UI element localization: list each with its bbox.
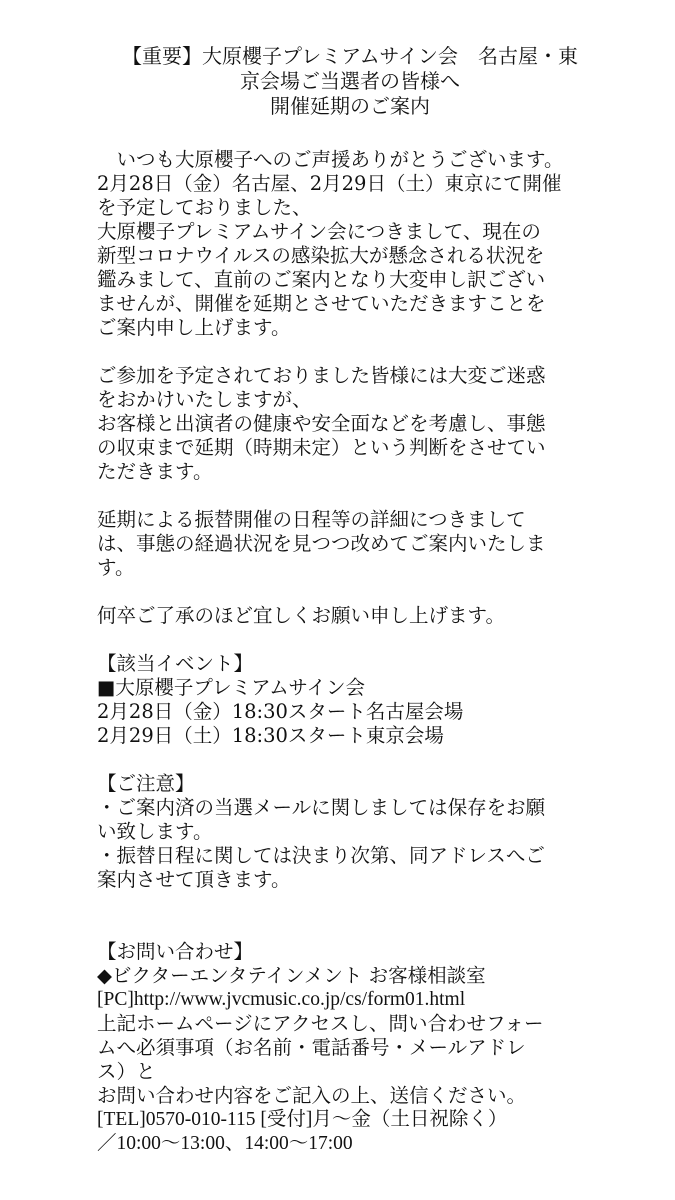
event-section <box>97 652 657 748</box>
reschedule-line: は、事態の経過状況を見つつ改めてご案内いたしま <box>97 532 546 555</box>
contact-section <box>97 940 657 1156</box>
reschedule-paragraph <box>97 508 657 580</box>
intro-paragraph <box>97 148 657 340</box>
event-heading: 【該当イベント】 <box>97 652 254 675</box>
intro-line: を予定しておりました、 <box>97 196 312 219</box>
intro-line: ませんが、開催を延期とさせていただきますことを <box>97 292 546 315</box>
intro-line: 2月28日（金）名古屋、2月29日（土）東京にて開催 <box>97 172 562 195</box>
notes-section <box>97 772 657 892</box>
notes-line: ・振替日程に関しては決まり次第、同アドレスへご <box>97 844 545 867</box>
contact-line: お問い合わせ内容をご記入の上、送信ください。 <box>97 1084 527 1107</box>
contact-hours: ／10:00～13:00、14:00～17:00 <box>97 1133 353 1154</box>
contact-line: 上記ホームページにアクセスし、問い合わせフォー <box>97 1012 544 1035</box>
intro-line: いつも大原櫻子へのご声援ありがとうございます。 <box>97 148 564 171</box>
event-name: ■大原櫻子プレミアムサイン会 <box>97 676 366 699</box>
announcement-title <box>80 44 620 119</box>
title-line: 【重要】大原櫻子プレミアムサイン会 名古屋・東 <box>122 44 578 68</box>
intro-line: ご案内申し上げます。 <box>97 316 291 339</box>
notes-line: 案内させて頂きます。 <box>97 868 291 891</box>
event-date-tokyo: 2月29日（土）18:30スタート東京会場 <box>97 724 444 747</box>
apology-paragraph <box>97 364 657 484</box>
apology-line: ただきます。 <box>97 460 213 483</box>
notes-line: い致します。 <box>97 820 213 843</box>
announcement-body <box>97 148 657 1156</box>
apology-line: をおかけいたしますが、 <box>97 388 312 411</box>
notes-heading: 【ご注意】 <box>97 772 195 795</box>
notes-line: ・ご案内済の当選メールに関しましては保存をお願 <box>97 796 546 819</box>
intro-line: 大原櫻子プレミアムサイン会につきまして、現在の <box>97 220 541 243</box>
contact-line: ス）と <box>97 1060 156 1083</box>
closing-paragraph <box>97 604 657 628</box>
intro-line: 鑑みまして、直前のご案内となり大変申し訳ござい <box>97 268 546 291</box>
apology-line: の収束まで延期（時期未定）という判断をさせてい <box>97 436 546 459</box>
title-line: 開催延期のご案内 <box>270 94 430 118</box>
contact-heading: 【お問い合わせ】 <box>97 940 254 963</box>
reschedule-line: 延期による振替開催の日程等の詳細につきまして <box>97 508 526 531</box>
contact-company: ◆ビクターエンタテインメント お客様相談室 <box>97 964 486 987</box>
event-date-nagoya: 2月28日（金）18:30スタート名古屋会場 <box>97 700 464 723</box>
title-line: 京会場ご当選者の皆様へ <box>240 69 460 93</box>
closing-line: 何卒ご了承のほど宜しくお願い申し上げます。 <box>97 604 505 627</box>
apology-line: ご参加を予定されておりました皆様には大変ご迷惑 <box>97 364 546 387</box>
reschedule-line: す。 <box>97 556 135 579</box>
intro-line: 新型コロナウイルスの感染拡大が懸念される状況を <box>97 244 545 267</box>
contact-url-link[interactable]: [PC]http://www.jvcmusic.co.jp/cs/form01.html <box>97 989 466 1010</box>
contact-line: ムへ必須事項（お名前・電話番号・メールアドレ <box>97 1036 526 1059</box>
apology-line: お客様と出演者の健康や安全面などを考慮し、事態 <box>97 412 546 435</box>
contact-tel: [TEL]0570-010-115 [受付]月～金（土日祝除く） <box>97 1109 508 1130</box>
